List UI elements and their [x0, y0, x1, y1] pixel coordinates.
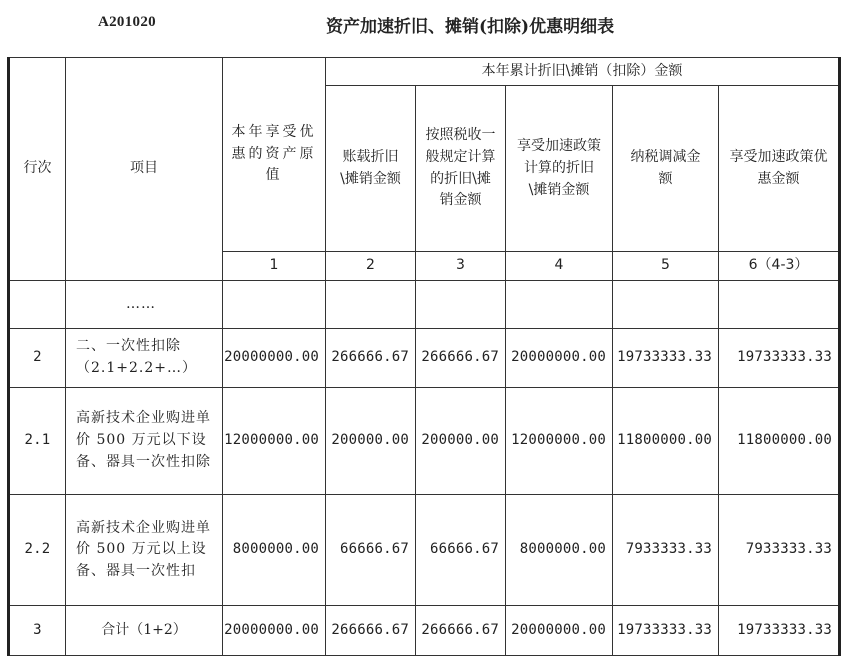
column-number: 1 — [223, 252, 326, 280]
row-no — [9, 280, 66, 329]
cell-preferential: 19733333.33 — [719, 606, 840, 656]
table-row-total — [9, 606, 840, 656]
header-original-value: 本年享受优惠的资产原值 — [223, 58, 326, 252]
column-number: 6（4-3） — [719, 252, 840, 280]
header-preferential: 享受加速政策优惠金额 — [719, 86, 840, 252]
row-item: 高新技术企业购进单价 500 万元以上设备、器具一次性扣 — [66, 495, 223, 606]
row-no: 2.2 — [9, 495, 66, 606]
column-number: 4 — [506, 252, 613, 280]
row-item: …… — [66, 280, 223, 329]
cell-book-amount: 266666.67 — [326, 329, 416, 388]
cell-tax-general — [416, 280, 506, 329]
cell-original-value: 12000000.00 — [223, 387, 326, 494]
column-number: 2 — [326, 252, 416, 280]
header-tax-general: 按照税收一般规定计算的折旧\摊销金额 — [416, 86, 506, 252]
header-book-amount: 账载折旧\摊销金额 — [326, 86, 416, 252]
cell-preferential: 19733333.33 — [719, 329, 840, 388]
form-header — [0, 0, 845, 52]
column-number: 3 — [416, 252, 506, 280]
header-item: 项目 — [66, 58, 223, 281]
row-no: 2.1 — [9, 387, 66, 494]
row-no: 3 — [9, 606, 66, 656]
cell-accelerated: 20000000.00 — [506, 606, 613, 656]
row-item: 高新技术企业购进单价 500 万元以下设备、器具一次性扣除 — [66, 387, 223, 494]
cell-accelerated: 20000000.00 — [506, 329, 613, 388]
table-row — [9, 329, 840, 388]
header-group: 本年累计折旧\摊销（扣除）金额 — [326, 58, 840, 86]
cell-adjustment: 7933333.33 — [613, 495, 719, 606]
cell-accelerated — [506, 280, 613, 329]
cell-accelerated: 8000000.00 — [506, 495, 613, 606]
cell-tax-general: 66666.67 — [416, 495, 506, 606]
cell-book-amount: 200000.00 — [326, 387, 416, 494]
form-code: A201020 — [98, 14, 156, 30]
table-row — [9, 387, 840, 494]
detail-table — [7, 57, 841, 656]
cell-book-amount — [326, 280, 416, 329]
cell-tax-general: 266666.67 — [416, 606, 506, 656]
table-row — [9, 495, 840, 606]
table-row — [9, 280, 840, 329]
header-adjustment: 纳税调减金额 — [613, 86, 719, 252]
cell-adjustment: 19733333.33 — [613, 606, 719, 656]
cell-preferential: 11800000.00 — [719, 387, 840, 494]
cell-original-value: 8000000.00 — [223, 495, 326, 606]
row-item: 合计（1+2） — [66, 606, 223, 656]
cell-accelerated: 12000000.00 — [506, 387, 613, 494]
column-number: 5 — [613, 252, 719, 280]
cell-original-value — [223, 280, 326, 329]
cell-original-value: 20000000.00 — [223, 606, 326, 656]
cell-book-amount: 66666.67 — [326, 495, 416, 606]
header-accelerated: 享受加速政策计算的折旧\摊销金额 — [506, 86, 613, 252]
cell-tax-general: 200000.00 — [416, 387, 506, 494]
cell-preferential: 7933333.33 — [719, 495, 840, 606]
cell-adjustment: 11800000.00 — [613, 387, 719, 494]
row-no: 2 — [9, 329, 66, 388]
cell-preferential — [719, 280, 840, 329]
header-row-no: 行次 — [9, 58, 66, 281]
cell-tax-general: 266666.67 — [416, 329, 506, 388]
cell-adjustment: 19733333.33 — [613, 329, 719, 388]
row-item: 二、一次性扣除（2.1+2.2+…） — [66, 329, 223, 388]
form-title: 资产加速折旧、摊销(扣除)优惠明细表 — [326, 17, 615, 37]
cell-adjustment — [613, 280, 719, 329]
cell-book-amount: 266666.67 — [326, 606, 416, 656]
cell-original-value: 20000000.00 — [223, 329, 326, 388]
